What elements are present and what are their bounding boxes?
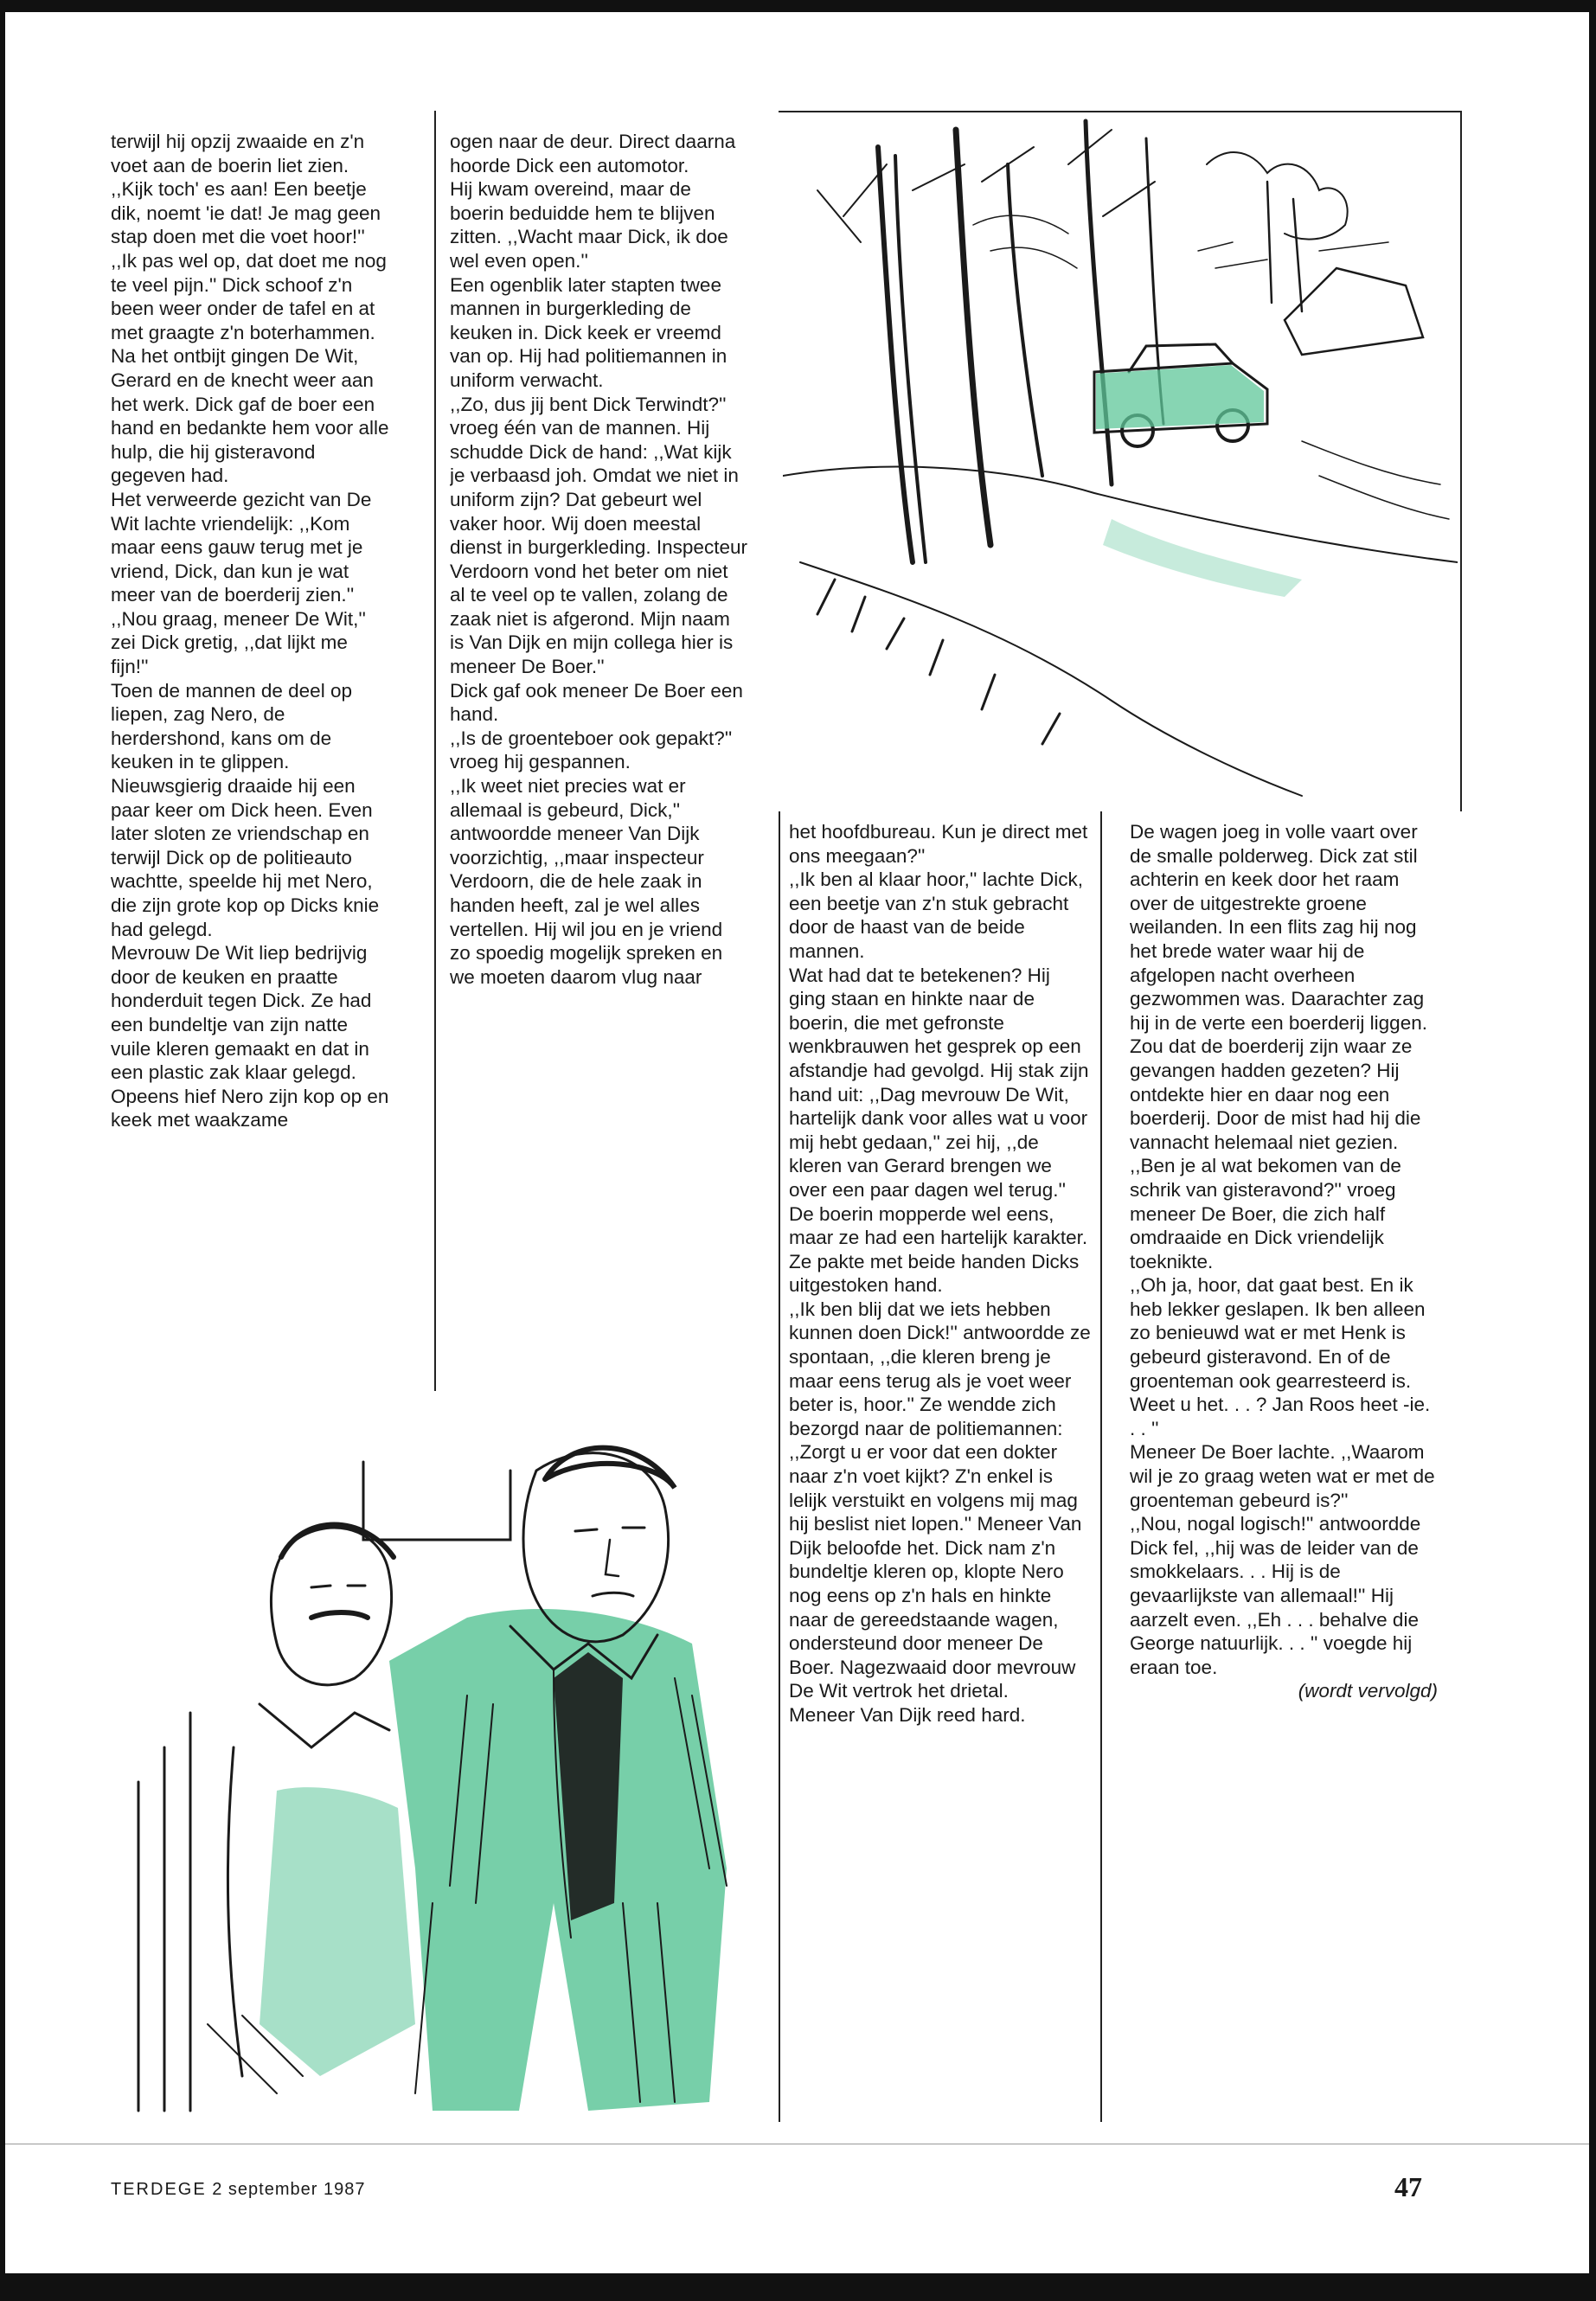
paragraph: ,,Zo, dus jij bent Dick Terwindt?'' vroeg één van de mannen. Hij schudde Dick de hand: ,,Wat kijk je verbaasd joh. Omdat we niet in uniform zijn? Dat gebeurt wel vaker hoor. Wij doen meestal dienst in burgerkleding. Inspecteur Verdoorn vond het beter om niet al te veel op te vallen, zolang de zaak niet is afgerond. Mijn naam is Van Dijk en mijn collega hier is meneer De Boer.'' bbox=[450, 393, 747, 678]
paragraph: ,,Ik ben al klaar hoor,'' lachte Dick, een beetje van z'n stuk gebracht door de haast van de beide mannen. bbox=[789, 868, 1084, 962]
scan-border-left bbox=[0, 0, 5, 2301]
continued-note: (wordt vervolgd) bbox=[1298, 1680, 1438, 1702]
scan-border-bottom bbox=[0, 2273, 1596, 2301]
paragraph: Na het ontbijt gingen De Wit, Gerard en de knecht weer aan het werk. Dick gaf de boer een hand en bedankte hem voor alle hulp, die hij gisteravond gegeven had. bbox=[111, 345, 389, 487]
column-4 bbox=[1130, 820, 1438, 2079]
paragraph: Mevrouw De Wit liep bedrijvig door de keuken en praatte honderduit tegen Dick. Ze had een bundeltje van zijn natte vuile kleren gemaakt en dat in een plastic zak klaar gelegd. bbox=[111, 942, 372, 1084]
landscape-illustration bbox=[783, 112, 1458, 804]
scan-border-right bbox=[1589, 0, 1596, 2301]
column-divider bbox=[434, 111, 436, 1391]
paragraph: Een ogenblik later stapten twee mannen in burgerkleding de keuken in. Dick keek er vreemd van op. Hij had politiemannen in uniform verwacht. bbox=[450, 273, 727, 391]
paragraph: ,,Oh ja, hoor, dat gaat best. En ik heb lekker geslapen. Ik ben alleen zo benieuwd wat er met Henk is gebeurd gisteravond. En of de groenteman ook gearresteerd is. Weet u het. . . ? Jan Roos heet -ie. . . '' bbox=[1130, 1274, 1431, 1439]
frame-right-rule bbox=[1460, 111, 1462, 811]
page-number: 47 bbox=[1394, 2171, 1422, 2202]
paragraph: Meneer Van Dijk reed hard. bbox=[789, 1703, 1026, 1726]
issue-date: 2 september 1987 bbox=[212, 2180, 366, 2199]
column-1 bbox=[111, 130, 389, 1501]
column-3 bbox=[789, 820, 1092, 2118]
paragraph: De boerin mopperde wel eens, maar ze had een hartelijk karakter. Ze pakte met beide handen Dicks uitgestoken hand. bbox=[789, 1202, 1088, 1297]
paragraph: terwijl hij opzij zwaaide en z'n voet aan de boerin liet zien. bbox=[111, 131, 365, 176]
footer-publication-date bbox=[111, 2180, 365, 2200]
publication-name: TERDEGE bbox=[111, 2180, 207, 2199]
paragraph: Opeens hief Nero zijn kop op en keek met waakzame bbox=[111, 1085, 389, 1131]
paragraph: ,,Ben je al wat bekomen van de schrik van gisteravond?'' vroeg meneer De Boer, die zich half omdraaide en Dick vriendelijk toeknikte. bbox=[1130, 1155, 1401, 1272]
column-2 bbox=[450, 130, 748, 1393]
paragraph: ogen naar de deur. Direct daarna hoorde Dick een automotor. bbox=[450, 131, 736, 176]
paragraph: Dick gaf ook meneer De Boer een hand. bbox=[450, 679, 743, 726]
scan-border-top bbox=[0, 0, 1596, 12]
paragraph: Wat had dat te betekenen? Hij ging staan en hinkte naar de boerin, die met gefronste wenkbrauwen het gesprek op een afstandje had gevolgd. Hij stak zijn hand uit: ,,Dag mevrouw De Wit, hartelijk dank voor alles wat u voor mij hebt gedaan,'' zei hij, ,,de kleren van Gerard brengen we over een paar dagen wel terug.'' bbox=[789, 964, 1089, 1201]
paragraph: ,,Ik ben blij dat we iets hebben kunnen doen Dick!'' antwoordde ze spontaan, ,,die kleren breng je maar eens terug als je voet weer beter is, hoor.'' Ze wendde zich bezorgd naar de politiemannen: ,,Zorgt u er voor dat een dokter naar z'n voet kijkt? Z'n enkel is lelijk verstuikt en volgens mij mag hij beslist niet lopen.'' Meneer Van Dijk beloofde het. Dick nam z'n bundeltje kleren op, klopte Nero nog eens op z'n hals en hinkte naar de gereedstaande wagen, ondersteund door meneer De Boer. Nagezwaaid door mevrouw De Wit vertrok het drietal. bbox=[789, 1298, 1091, 1702]
paragraph: De wagen joeg in volle vaart over de smalle polderweg. Dick zat stil achterin en keek door het raam over de uitgestrekte groene weilanden. In een flits zag hij nog het brede water waar hij de afgelopen nacht overheen gezwommen was. Daarachter zag hij in de verte een boerderij liggen. Zou dat de boerderij zijn waar ze gevangen hadden gezeten? Hij ontdekte hier en daar nog een boerderij. Door de mist had hij die vannacht helemaal niet gezien. bbox=[1130, 821, 1427, 1153]
paragraph: ,,Is de groenteboer ook gepakt?'' vroeg hij gespannen. bbox=[450, 727, 733, 773]
paragraph: Het verweerde gezicht van De Wit lachte vriendelijk: ,,Kom maar eens gauw terug met je vriend, Dick, dan kun je wat meer van de boerderij zien.'' bbox=[111, 488, 372, 606]
two-men-illustration bbox=[104, 1419, 761, 2128]
paragraph: ,,Ik weet niet precies wat er allemaal is gebeurd, Dick,'' antwoordde meneer Van Dijk voorzichtig, ,,maar inspecteur Verdoorn, die de hele zaak in handen heeft, zal je wel alles vertellen. Hij wil jou en je vriend zo spoedig mogelijk spreken en we moeten daarom vlug naar bbox=[450, 775, 723, 988]
paragraph: ,,Nou graag, meneer De Wit,'' zei Dick gretig, ,,dat lijkt me fijn!'' bbox=[111, 607, 366, 678]
paragraph: ,,Nou, nogal logisch!'' antwoordde Dick fel, ,,hij was de leider van de smokkelaars. . . Hij is de gevaarlijkste van allemaal!'' Hij aarzelt even. ,,Eh . . . behalve die George natuurlijk. . . '' voegde hij eraan toe. bbox=[1130, 1513, 1421, 1678]
paragraph: het hoofdbureau. Kun je direct met ons meegaan?'' bbox=[789, 821, 1088, 867]
paragraph: ,,Ik pas wel op, dat doet me nog te veel pijn.'' Dick schoof z'n been weer onder de tafel en at met graagte z'n boterhammen. bbox=[111, 249, 387, 343]
column-divider bbox=[779, 811, 780, 2122]
paragraph: Toen de mannen de deel op liepen, zag Nero, de herdershond, kans om de keuken in te glippen. Nieuwsgierig draaide hij een paar keer om Dick heen. Even later sloten ze vriendschap en terwijl Dick op de politieauto wachtte, speelde hij met Nero, die zijn grote kop op Dicks knie had gelegd. bbox=[111, 679, 380, 940]
paragraph: ,,Kijk toch' es aan! Een beetje dik, noemt 'ie dat! Je mag geen stap doen met die voet hoor!'' bbox=[111, 178, 381, 248]
paragraph: Hij kwam overeind, maar de boerin beduidde hem te blijven zitten. ,,Wacht maar Dick, ik doe wel even open.'' bbox=[450, 178, 728, 272]
paragraph: Meneer De Boer lachte. ,,Waarom wil je zo graag weten wat er met de groenteman gebeurd is?'' bbox=[1130, 1441, 1435, 1511]
column-divider bbox=[1100, 811, 1102, 2122]
